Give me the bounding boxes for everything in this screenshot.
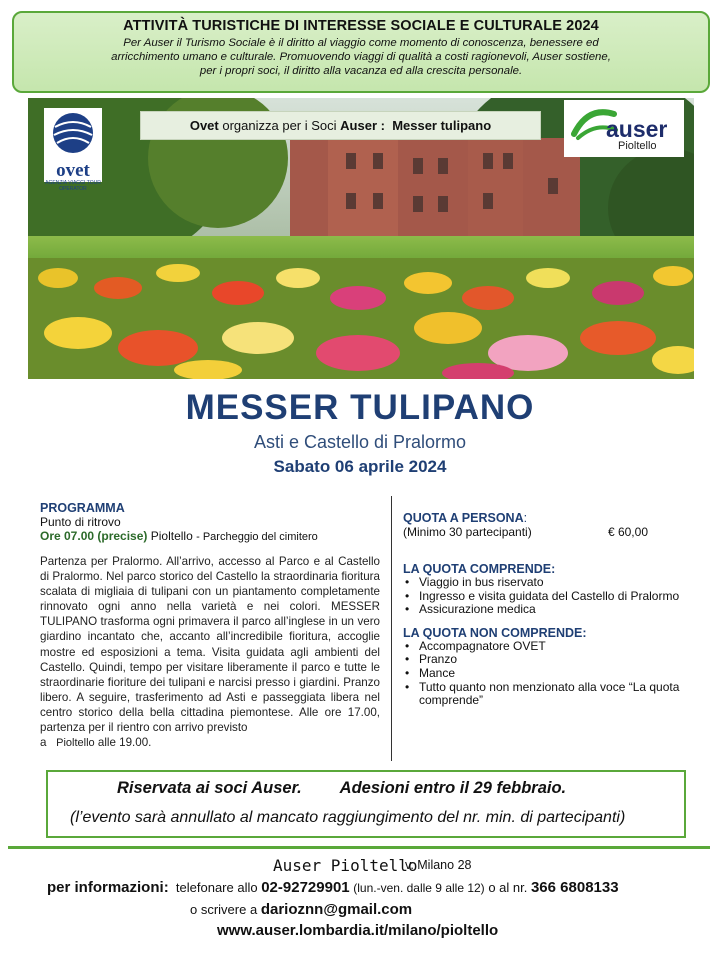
excludes-heading: LA QUOTA NON COMPRENDE: <box>403 625 587 640</box>
event-subtitle: Asti e Castello di Pralormo <box>253 432 467 452</box>
list-item: • Mance <box>403 667 703 681</box>
column-divider <box>391 496 392 761</box>
banner-line-1: Per Auser il Turismo Sociale è il diritto al viaggio come momento di conoscenza, benessere ed <box>123 37 599 49</box>
excludes-list <box>403 640 703 708</box>
event-date: Sabato 06 aprile 2024 <box>273 457 447 476</box>
quota-price-row <box>403 525 648 539</box>
quota-heading <box>403 511 703 525</box>
programma-section <box>40 501 380 751</box>
reservation-box <box>46 770 686 838</box>
arrival-a: a <box>40 736 47 750</box>
organizer-ovet: Ovet <box>189 118 219 133</box>
auser-wordmark: auser <box>606 116 668 142</box>
office-hours: (lun.-ven. dalle 9 alle 12) <box>353 881 485 895</box>
list-item: • Tutto quanto non menzionato alla voce “La quota comprende” <box>403 681 703 708</box>
arrival-time: alle 19.00. <box>97 736 152 750</box>
reservation-members: Riservata ai soci Auser. <box>117 779 302 797</box>
banner-line-3: per i propri soci, il diritto alla vacanza ed alla crescita personale. <box>199 65 523 77</box>
quota-price: € 60,00 <box>607 525 648 539</box>
quota-section <box>403 511 703 708</box>
list-item: • Ingresso e visita guidata del Castello di Pralormo <box>403 590 703 604</box>
list-item: • Assicurazione medica <box>403 603 703 617</box>
banner-title: ATTIVITÀ TURISTICHE DI INTERESSE SOCIALE E CULTURALE 2024 <box>123 18 599 34</box>
meeting-time: Ore 07.00 (precise) <box>40 529 148 543</box>
banner-description <box>14 36 708 78</box>
footer-contact-line <box>47 879 619 896</box>
ovet-tagline: AGENZIA VIAGGI TOUR OPERATOR <box>45 180 101 192</box>
reservation-line <box>117 779 566 798</box>
info-label: per informazioni <box>47 879 164 896</box>
mail-pre: o scrivere a <box>190 902 258 917</box>
organizer-text: organizza per i Soci <box>222 118 337 133</box>
quota-heading-colon: : <box>523 511 528 525</box>
auser-logo <box>564 100 684 157</box>
meeting-place-detail: - Parcheggio del cimitero <box>196 531 318 543</box>
email-link[interactable]: darioznn@gmail.com <box>260 901 413 918</box>
programma-heading: PROGRAMMA <box>40 501 125 515</box>
footer-divider <box>8 846 710 849</box>
list-item: • Viaggio in bus riservato <box>403 576 703 590</box>
reservation-note: (l’evento sarà annullato al mancato raggiungimento del nr. min. di partecipanti) <box>70 809 626 826</box>
organizer-event: Messer tulipano <box>392 118 492 133</box>
phone-pre: telefonare allo <box>175 880 258 895</box>
footer-address: v. Milano 28 <box>405 858 472 872</box>
banner-line-2: arricchimento umano e culturale. Promuovendo viaggi di qualità a costi ragionevoli, Auser sostiene, <box>111 51 611 63</box>
info-colon: : <box>163 879 169 896</box>
phone-number-2[interactable]: 366 6808133 <box>530 879 619 896</box>
programma-description: Partenza per Pralormo. All’arrivo, accesso al Parco e al Castello di Pralormo. Nel parco storico del Castello la straordinaria fioritura scalata di migliaia di tulipani con un piantamento completamente rinnovato ogni anno nella varietà e nei colori. MESSER TULIPANO trasforma ogni primavera il parco all’inglese in un vero giardino incantato che, accanto all’incredibile fioritura, accoglie mostre ed esposizioni a tema. Visita guidata agli ambienti del Castello. Quindi, tempo per visitare liberamente il parco e tutte le straordinarie fioriture dei tulipani e narcisi presso i giardini. Pranzo libero. A seguire, trasferimento ad Asti e passeggiata libera nel centro storico della bella cittadina piemontese. Alle ore 17.00, partenza per il rientro con arrivo previsto <box>40 555 380 735</box>
meeting-place: Pioltello <box>150 529 193 543</box>
footer-organization: Auser Pioltello <box>273 856 418 875</box>
globe-icon <box>48 111 98 155</box>
footer-email-line <box>190 901 412 918</box>
organizer-box <box>140 111 541 140</box>
list-item: • Pranzo <box>403 653 703 667</box>
phone-mid: o al nr. <box>488 880 528 895</box>
organizer-auser: Auser : <box>340 118 385 133</box>
arrival-line <box>40 735 380 751</box>
ovet-wordmark: ovet <box>56 160 90 181</box>
quota-minimum: (Minimo 30 partecipanti) <box>403 525 532 539</box>
phone-number-1[interactable]: 02-92729901 <box>261 879 350 896</box>
reservation-deadline: Adesioni entro il 29 febbraio. <box>339 779 567 797</box>
website-link[interactable]: www.auser.lombardia.it/milano/pioltello <box>217 922 499 939</box>
quota-heading-text: QUOTA A PERSONA <box>403 511 524 525</box>
event-title: MESSER TULIPANO <box>185 388 535 427</box>
meeting-point-label: Punto di ritrovo <box>40 515 121 529</box>
list-item: • Accompagnatore OVET <box>403 640 703 654</box>
auser-city: Pioltello <box>618 140 657 152</box>
header-banner <box>12 11 710 93</box>
ovet-logo <box>44 108 102 192</box>
includes-list <box>403 576 703 617</box>
arrival-place: Pioltello <box>56 737 95 750</box>
includes-heading: LA QUOTA COMPRENDE: <box>403 562 556 576</box>
meeting-time-line <box>40 529 380 544</box>
